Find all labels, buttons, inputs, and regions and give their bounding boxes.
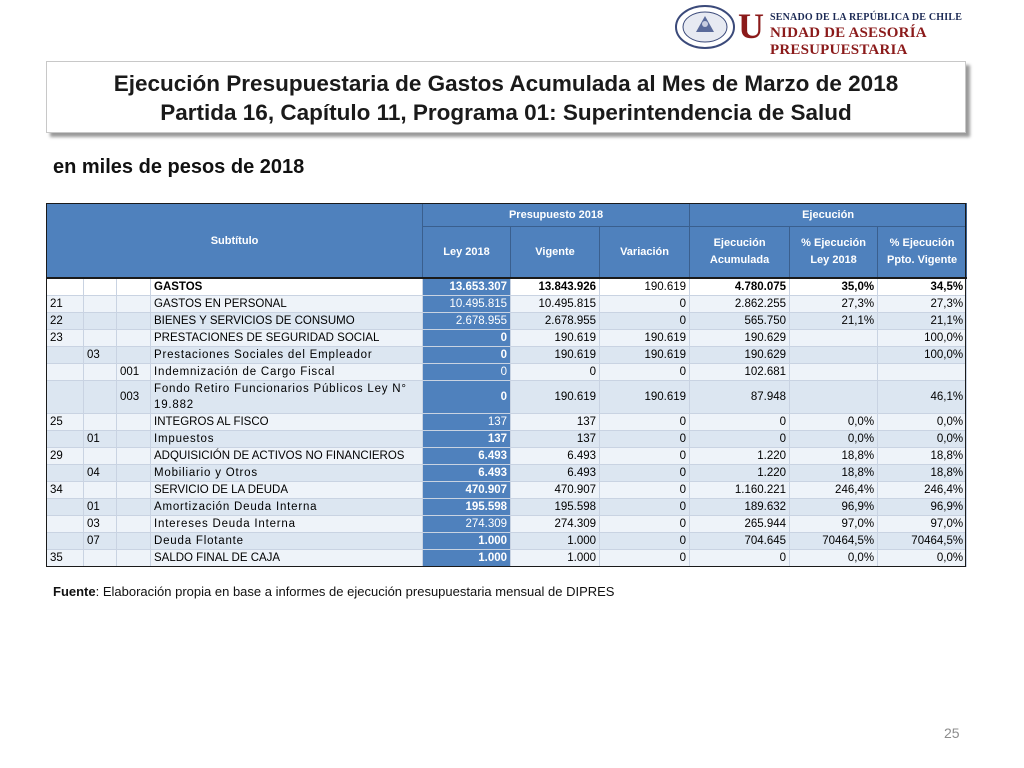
cell-variacion: 0 [600,465,690,482]
row-name: Prestaciones Sociales del Empleador [151,347,423,364]
row-name: PRESTACIONES DE SEGURIDAD SOCIAL [151,330,423,347]
cell-acumulada: 0 [690,414,790,431]
row-name: SALDO FINAL DE CAJA [151,550,423,567]
cell-pct-ley: 35,0% [790,278,878,296]
header-pct-ley: % Ejecución Ley 2018 [790,227,878,279]
senado-seal-logo [674,4,736,50]
cell-acumulada: 2.862.255 [690,296,790,313]
header-variacion: Variación [600,227,690,279]
cell-pct-vigente: 97,0% [878,516,967,533]
cell-pct-ley: 0,0% [790,414,878,431]
cell-acumulada: 1.160.221 [690,482,790,499]
cell-pct-vigente: 34,5% [878,278,967,296]
cell-ley: 1.000 [423,533,511,550]
cell-ley: 0 [423,364,511,381]
cell-variacion: 190.619 [600,278,690,296]
row-name: Impuestos [151,431,423,448]
cell-acumulada: 87.948 [690,381,790,414]
row-subtitulo [47,516,84,533]
row-item [84,482,117,499]
row-item: 07 [84,533,117,550]
row-item: 03 [84,347,117,364]
cell-variacion: 0 [600,448,690,465]
row-item [84,448,117,465]
title-line-1: Ejecución Presupuestaria de Gastos Acumulada al Mes de Marzo de 2018 [113,71,899,96]
cell-ley: 274.309 [423,516,511,533]
cell-pct-ley: 0,0% [790,431,878,448]
cell-variacion: 0 [600,533,690,550]
title-box [46,61,966,133]
cell-variacion: 190.619 [600,347,690,364]
row-asignacion [117,296,151,313]
cell-ley: 10.495.815 [423,296,511,313]
cell-variacion: 0 [600,499,690,516]
row-name: Intereses Deuda Interna [151,516,423,533]
header-ejecucion: Ejecución [690,204,967,227]
cell-ley: 0 [423,381,511,414]
row-subtitulo: 35 [47,550,84,567]
page-number: 25 [944,725,960,741]
row-subtitulo [47,533,84,550]
row-name: Indemnización de Cargo Fiscal [151,364,423,381]
cell-ley: 0 [423,330,511,347]
row-subtitulo [47,465,84,482]
header-ejecucion-acumulada: Ejecución Acumulada [690,227,790,279]
cell-variacion: 0 [600,482,690,499]
table-row [47,465,967,482]
cell-variacion: 0 [600,313,690,330]
budget-table [46,203,967,567]
row-subtitulo [47,347,84,364]
cell-ley: 6.493 [423,465,511,482]
cell-pct-vigente: 18,8% [878,465,967,482]
cell-ley: 1.000 [423,550,511,567]
table-row [47,448,967,465]
cell-vigente: 1.000 [511,550,600,567]
cell-acumulada: 189.632 [690,499,790,516]
cell-acumulada: 102.681 [690,364,790,381]
cell-acumulada: 190.629 [690,347,790,364]
source-note: Fuente: Elaboración propia en base a informes de ejecución presupuestaria mensual de DIPRES [53,584,615,599]
row-asignacion [117,516,151,533]
cell-pct-vigente [878,364,967,381]
cell-ley: 470.907 [423,482,511,499]
row-asignacion [117,347,151,364]
row-asignacion: 003 [117,381,151,414]
cell-vigente: 190.619 [511,347,600,364]
cell-acumulada: 265.944 [690,516,790,533]
cell-acumulada: 565.750 [690,313,790,330]
cell-variacion: 0 [600,516,690,533]
cell-pct-ley [790,330,878,347]
cell-variacion: 0 [600,296,690,313]
cell-pct-ley: 21,1% [790,313,878,330]
row-name: Deuda Flotante [151,533,423,550]
row-asignacion [117,313,151,330]
cell-acumulada: 1.220 [690,465,790,482]
row-item [84,550,117,567]
cell-pct-ley [790,364,878,381]
cell-ley: 195.598 [423,499,511,516]
cell-vigente: 13.843.926 [511,278,600,296]
row-subtitulo: 21 [47,296,84,313]
row-name: SERVICIO DE LA DEUDA [151,482,423,499]
cell-ley: 2.678.955 [423,313,511,330]
row-item [84,381,117,414]
row-name: GASTOS [151,278,423,296]
cell-vigente: 1.000 [511,533,600,550]
row-subtitulo: 29 [47,448,84,465]
cell-vigente: 6.493 [511,448,600,465]
cell-vigente: 10.495.815 [511,296,600,313]
units-subtitle: en miles de pesos de 2018 [53,156,305,178]
row-name: GASTOS EN PERSONAL [151,296,423,313]
cell-pct-ley: 70464,5% [790,533,878,550]
cell-pct-vigente: 27,3% [878,296,967,313]
row-subtitulo: 34 [47,482,84,499]
cell-pct-vigente: 0,0% [878,550,967,567]
header-vigente: Vigente [511,227,600,279]
row-subtitulo [47,499,84,516]
cell-vigente: 2.678.955 [511,313,600,330]
row-name: Amortización Deuda Interna [151,499,423,516]
table-row [47,414,967,431]
cell-pct-ley: 96,9% [790,499,878,516]
row-asignacion [117,499,151,516]
cell-pct-ley [790,381,878,414]
row-subtitulo [47,381,84,414]
logo-senado-text: SENADO DE LA REPÚBLICA DE CHILE [770,12,963,23]
row-item [84,364,117,381]
row-asignacion [117,448,151,465]
table-row [47,296,967,313]
table-row [47,347,967,364]
budget-table-wrapper [46,203,966,567]
row-asignacion [117,533,151,550]
row-name: INTEGROS AL FISCO [151,414,423,431]
table-row [47,313,967,330]
row-subtitulo [47,431,84,448]
row-item: 04 [84,465,117,482]
cell-pct-vigente: 246,4% [878,482,967,499]
cell-vigente: 137 [511,431,600,448]
cell-pct-vigente: 21,1% [878,313,967,330]
row-item: 01 [84,499,117,516]
table-row [47,550,967,567]
cell-acumulada: 190.629 [690,330,790,347]
row-subtitulo: 25 [47,414,84,431]
cell-vigente: 195.598 [511,499,600,516]
cell-acumulada: 4.780.075 [690,278,790,296]
row-asignacion [117,414,151,431]
cell-pct-ley: 0,0% [790,550,878,567]
table-row [47,482,967,499]
cell-ley: 137 [423,414,511,431]
row-asignacion [117,482,151,499]
cell-vigente: 274.309 [511,516,600,533]
header-pct-vigente: % Ejecución Ppto. Vigente [878,227,967,279]
table-row [47,499,967,516]
row-name: BIENES Y SERVICIOS DE CONSUMO [151,313,423,330]
cell-pct-ley [790,347,878,364]
cell-vigente: 0 [511,364,600,381]
title-line-2: Partida 16, Capítulo 11, Programa 01: Superintendencia de Salud [160,100,852,125]
row-name: Mobiliario y Otros [151,465,423,482]
cell-variacion: 190.619 [600,330,690,347]
cell-pct-ley: 246,4% [790,482,878,499]
cell-vigente: 190.619 [511,330,600,347]
cell-variacion: 190.619 [600,381,690,414]
cell-pct-vigente: 100,0% [878,347,967,364]
row-subtitulo [47,364,84,381]
cell-pct-ley: 18,8% [790,465,878,482]
cell-acumulada: 0 [690,431,790,448]
table-row [47,330,967,347]
cell-variacion: 0 [600,550,690,567]
header-subtitulo: Subtítulo [47,204,423,279]
cell-ley: 6.493 [423,448,511,465]
cell-vigente: 137 [511,414,600,431]
row-asignacion [117,465,151,482]
cell-acumulada: 1.220 [690,448,790,465]
logo-initial: U [738,6,764,46]
row-asignacion [117,330,151,347]
cell-pct-vigente: 70464,5% [878,533,967,550]
row-item [84,296,117,313]
row-item [84,313,117,330]
cell-vigente: 470.907 [511,482,600,499]
cell-pct-vigente: 0,0% [878,414,967,431]
cell-ley: 13.653.307 [423,278,511,296]
logo-unit-text: NIDAD DE ASESORÍA PRESUPUESTARIA [770,25,926,58]
cell-variacion: 0 [600,364,690,381]
table-row [47,381,967,414]
header-presupuesto: Presupuesto 2018 [423,204,690,227]
header-ley: Ley 2018 [423,227,511,279]
cell-acumulada: 704.645 [690,533,790,550]
cell-pct-ley: 27,3% [790,296,878,313]
row-item: 03 [84,516,117,533]
table-row [47,516,967,533]
row-name: ADQUISICIÓN DE ACTIVOS NO FINANCIEROS [151,448,423,465]
cell-pct-vigente: 46,1% [878,381,967,414]
row-item: 01 [84,431,117,448]
cell-ley: 137 [423,431,511,448]
table-row [47,431,967,448]
row-subtitulo: 23 [47,330,84,347]
row-asignacion: 001 [117,364,151,381]
row-item [84,330,117,347]
cell-acumulada: 0 [690,550,790,567]
cell-pct-vigente: 18,8% [878,448,967,465]
table-row [47,364,967,381]
cell-pct-vigente: 96,9% [878,499,967,516]
cell-pct-vigente: 0,0% [878,431,967,448]
table-row-total [47,278,967,296]
cell-pct-ley: 97,0% [790,516,878,533]
cell-pct-vigente: 100,0% [878,330,967,347]
cell-vigente: 6.493 [511,465,600,482]
cell-ley: 0 [423,347,511,364]
row-subtitulo: 22 [47,313,84,330]
row-name: Fondo Retiro Funcionarios Públicos Ley N° 19.882 [151,381,423,414]
row-asignacion [117,431,151,448]
cell-variacion: 0 [600,431,690,448]
row-item [84,414,117,431]
cell-vigente: 190.619 [511,381,600,414]
cell-variacion: 0 [600,414,690,431]
table-row [47,533,967,550]
cell-pct-ley: 18,8% [790,448,878,465]
row-asignacion [117,550,151,567]
